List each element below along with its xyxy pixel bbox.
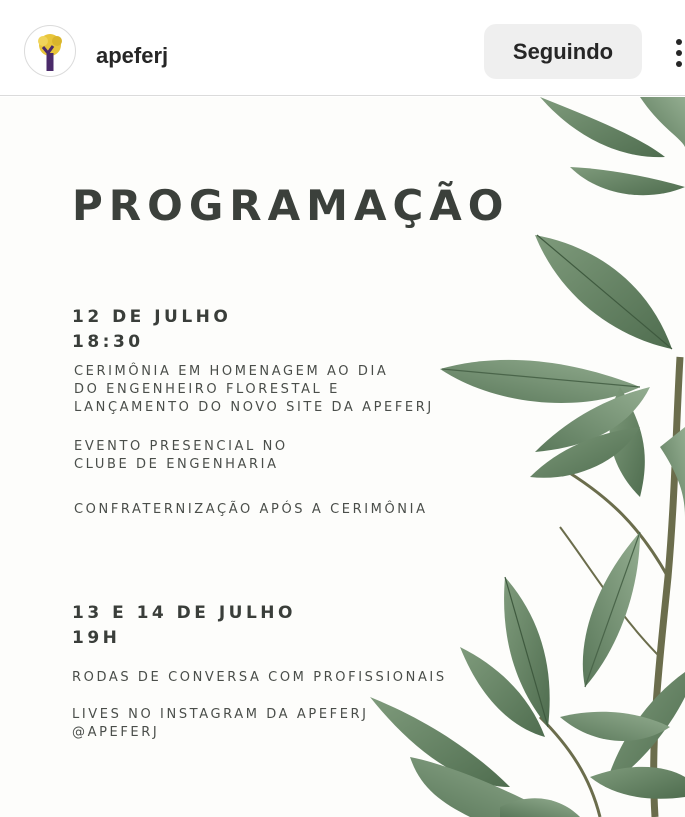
event2-lives-line-2: @APEFERJ: [72, 725, 160, 740]
tree-logo-icon: [33, 31, 67, 71]
event1-venue-line-1: EVENTO PRESENCIAL NO: [74, 439, 288, 454]
event1-ceremony-line-2: DO ENGENHEIRO FLORESTAL E: [74, 382, 340, 397]
event1-date: 12 DE JULHO: [72, 307, 232, 327]
following-button[interactable]: Seguindo: [484, 24, 642, 79]
post-image: [0, 97, 685, 817]
event1-time: 18:30: [72, 332, 144, 352]
event2-lives-line-1: LIVES NO INSTAGRAM DA APEFERJ: [72, 707, 369, 722]
event1-ceremony-line-1: CERIMÔNIA EM HOMENAGEM AO DIA: [74, 364, 389, 379]
username[interactable]: apeferj: [96, 43, 169, 68]
profile-avatar[interactable]: [24, 25, 76, 77]
event1-venue-line-2: CLUBE DE ENGENHARIA: [74, 457, 279, 472]
event1-ceremony-line-3: LANÇAMENTO DO NOVO SITE DA APEFERJ: [74, 400, 434, 415]
event2-date: 13 E 14 DE JULHO: [72, 603, 296, 623]
event2-time: 19H: [72, 628, 121, 648]
post-header: [0, 0, 685, 96]
event1-after: CONFRATERNIZAÇÃO APÓS A CERIMÔNIA: [74, 502, 428, 517]
program-title: PROGRAMAÇÃO: [72, 181, 510, 230]
more-options-icon[interactable]: [672, 36, 685, 70]
event2-talks: RODAS DE CONVERSA COM PROFISSIONAIS: [72, 670, 447, 685]
